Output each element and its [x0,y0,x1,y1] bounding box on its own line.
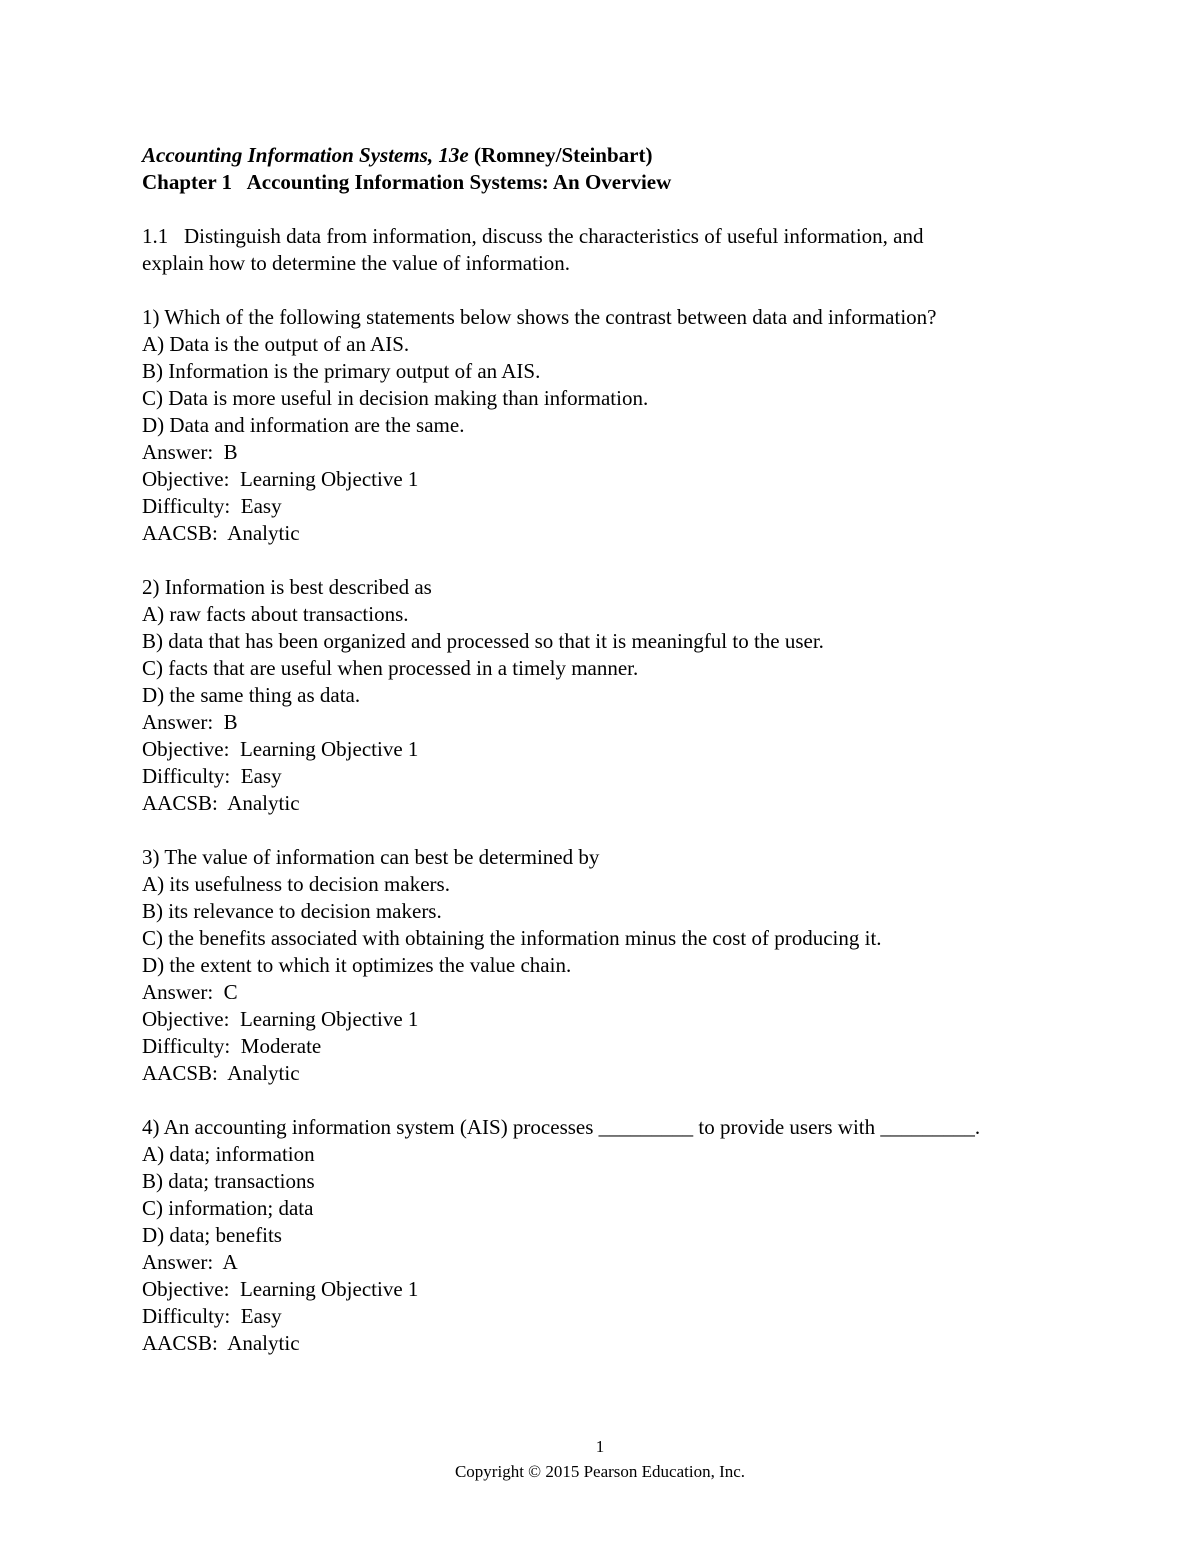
copyright-notice: Copyright © 2015 Pearson Education, Inc. [454,1462,746,1481]
page-content [142,142,1072,1357]
question-stem: 3) The value of information can best be determined by [142,845,600,869]
question-objective: Objective: Learning Objective 1 [142,1007,419,1031]
question-option: A) Data is the output of an AIS. [142,332,410,356]
question-option: C) the benefits associated with obtaining the information minus the cost of producing it. [142,926,882,950]
question-stem: 1) Which of the following statements below shows the contrast between data and information? [142,305,937,329]
question-objective: Objective: Learning Objective 1 [142,467,419,491]
question-option: C) facts that are useful when processed in a timely manner. [142,656,639,680]
question-option: D) data; benefits [142,1223,282,1247]
question-aacsb: AACSB: Analytic [142,1331,300,1355]
question-option: A) its usefulness to decision makers. [142,872,450,896]
question-option: D) the same thing as data. [142,683,361,707]
question-block [142,1114,1072,1357]
spacer [142,817,1072,844]
spacer [142,1087,1072,1114]
question-difficulty: Difficulty: Easy [142,1304,282,1328]
question-difficulty: Difficulty: Easy [142,764,282,788]
book-title-authors: (Romney/Steinbart) [468,143,653,167]
question-option: C) information; data [142,1196,314,1220]
question-objective: Objective: Learning Objective 1 [142,1277,419,1301]
chapter-title: Chapter 1 Accounting Information Systems: An Overview [142,170,672,194]
book-title-italic: Accounting Information Systems, 13e [142,143,469,167]
question-option: B) data; transactions [142,1169,315,1193]
question-option: B) data that has been organized and processed so that it is meaningful to the user. [142,629,824,653]
question-option: D) Data and information are the same. [142,413,465,437]
question-block [142,844,1072,1087]
spacer [142,547,1072,574]
question-answer: Answer: C [142,980,238,1004]
question-stem: 4) An accounting information system (AIS) processes _________ to provide users with _________. [142,1115,981,1139]
question-block [142,304,1072,547]
question-answer: Answer: B [142,710,238,734]
question-option: C) Data is more useful in decision making than information. [142,386,649,410]
question-option: B) its relevance to decision makers. [142,899,442,923]
spacer [142,196,1072,223]
question-aacsb: AACSB: Analytic [142,1061,300,1085]
page-number: 1 [595,1437,605,1456]
question-answer: Answer: A [142,1250,238,1274]
question-difficulty: Difficulty: Easy [142,494,282,518]
question-stem: 2) Information is best described as [142,575,432,599]
question-aacsb: AACSB: Analytic [142,791,300,815]
question-block [142,574,1072,817]
book-title [142,142,1072,169]
question-option: D) the extent to which it optimizes the value chain. [142,953,572,977]
question-difficulty: Difficulty: Moderate [142,1034,322,1058]
question-option: A) data; information [142,1142,315,1166]
spacer [142,277,1072,304]
objective-heading-line-2: explain how to determine the value of information. [142,251,571,275]
question-objective: Objective: Learning Objective 1 [142,737,419,761]
question-aacsb: AACSB: Analytic [142,521,300,545]
question-option: B) Information is the primary output of an AIS. [142,359,541,383]
question-option: A) raw facts about transactions. [142,602,409,626]
objective-heading-line-1: 1.1 Distinguish data from information, discuss the characteristics of useful information, and [142,224,924,248]
question-answer: Answer: B [142,440,238,464]
